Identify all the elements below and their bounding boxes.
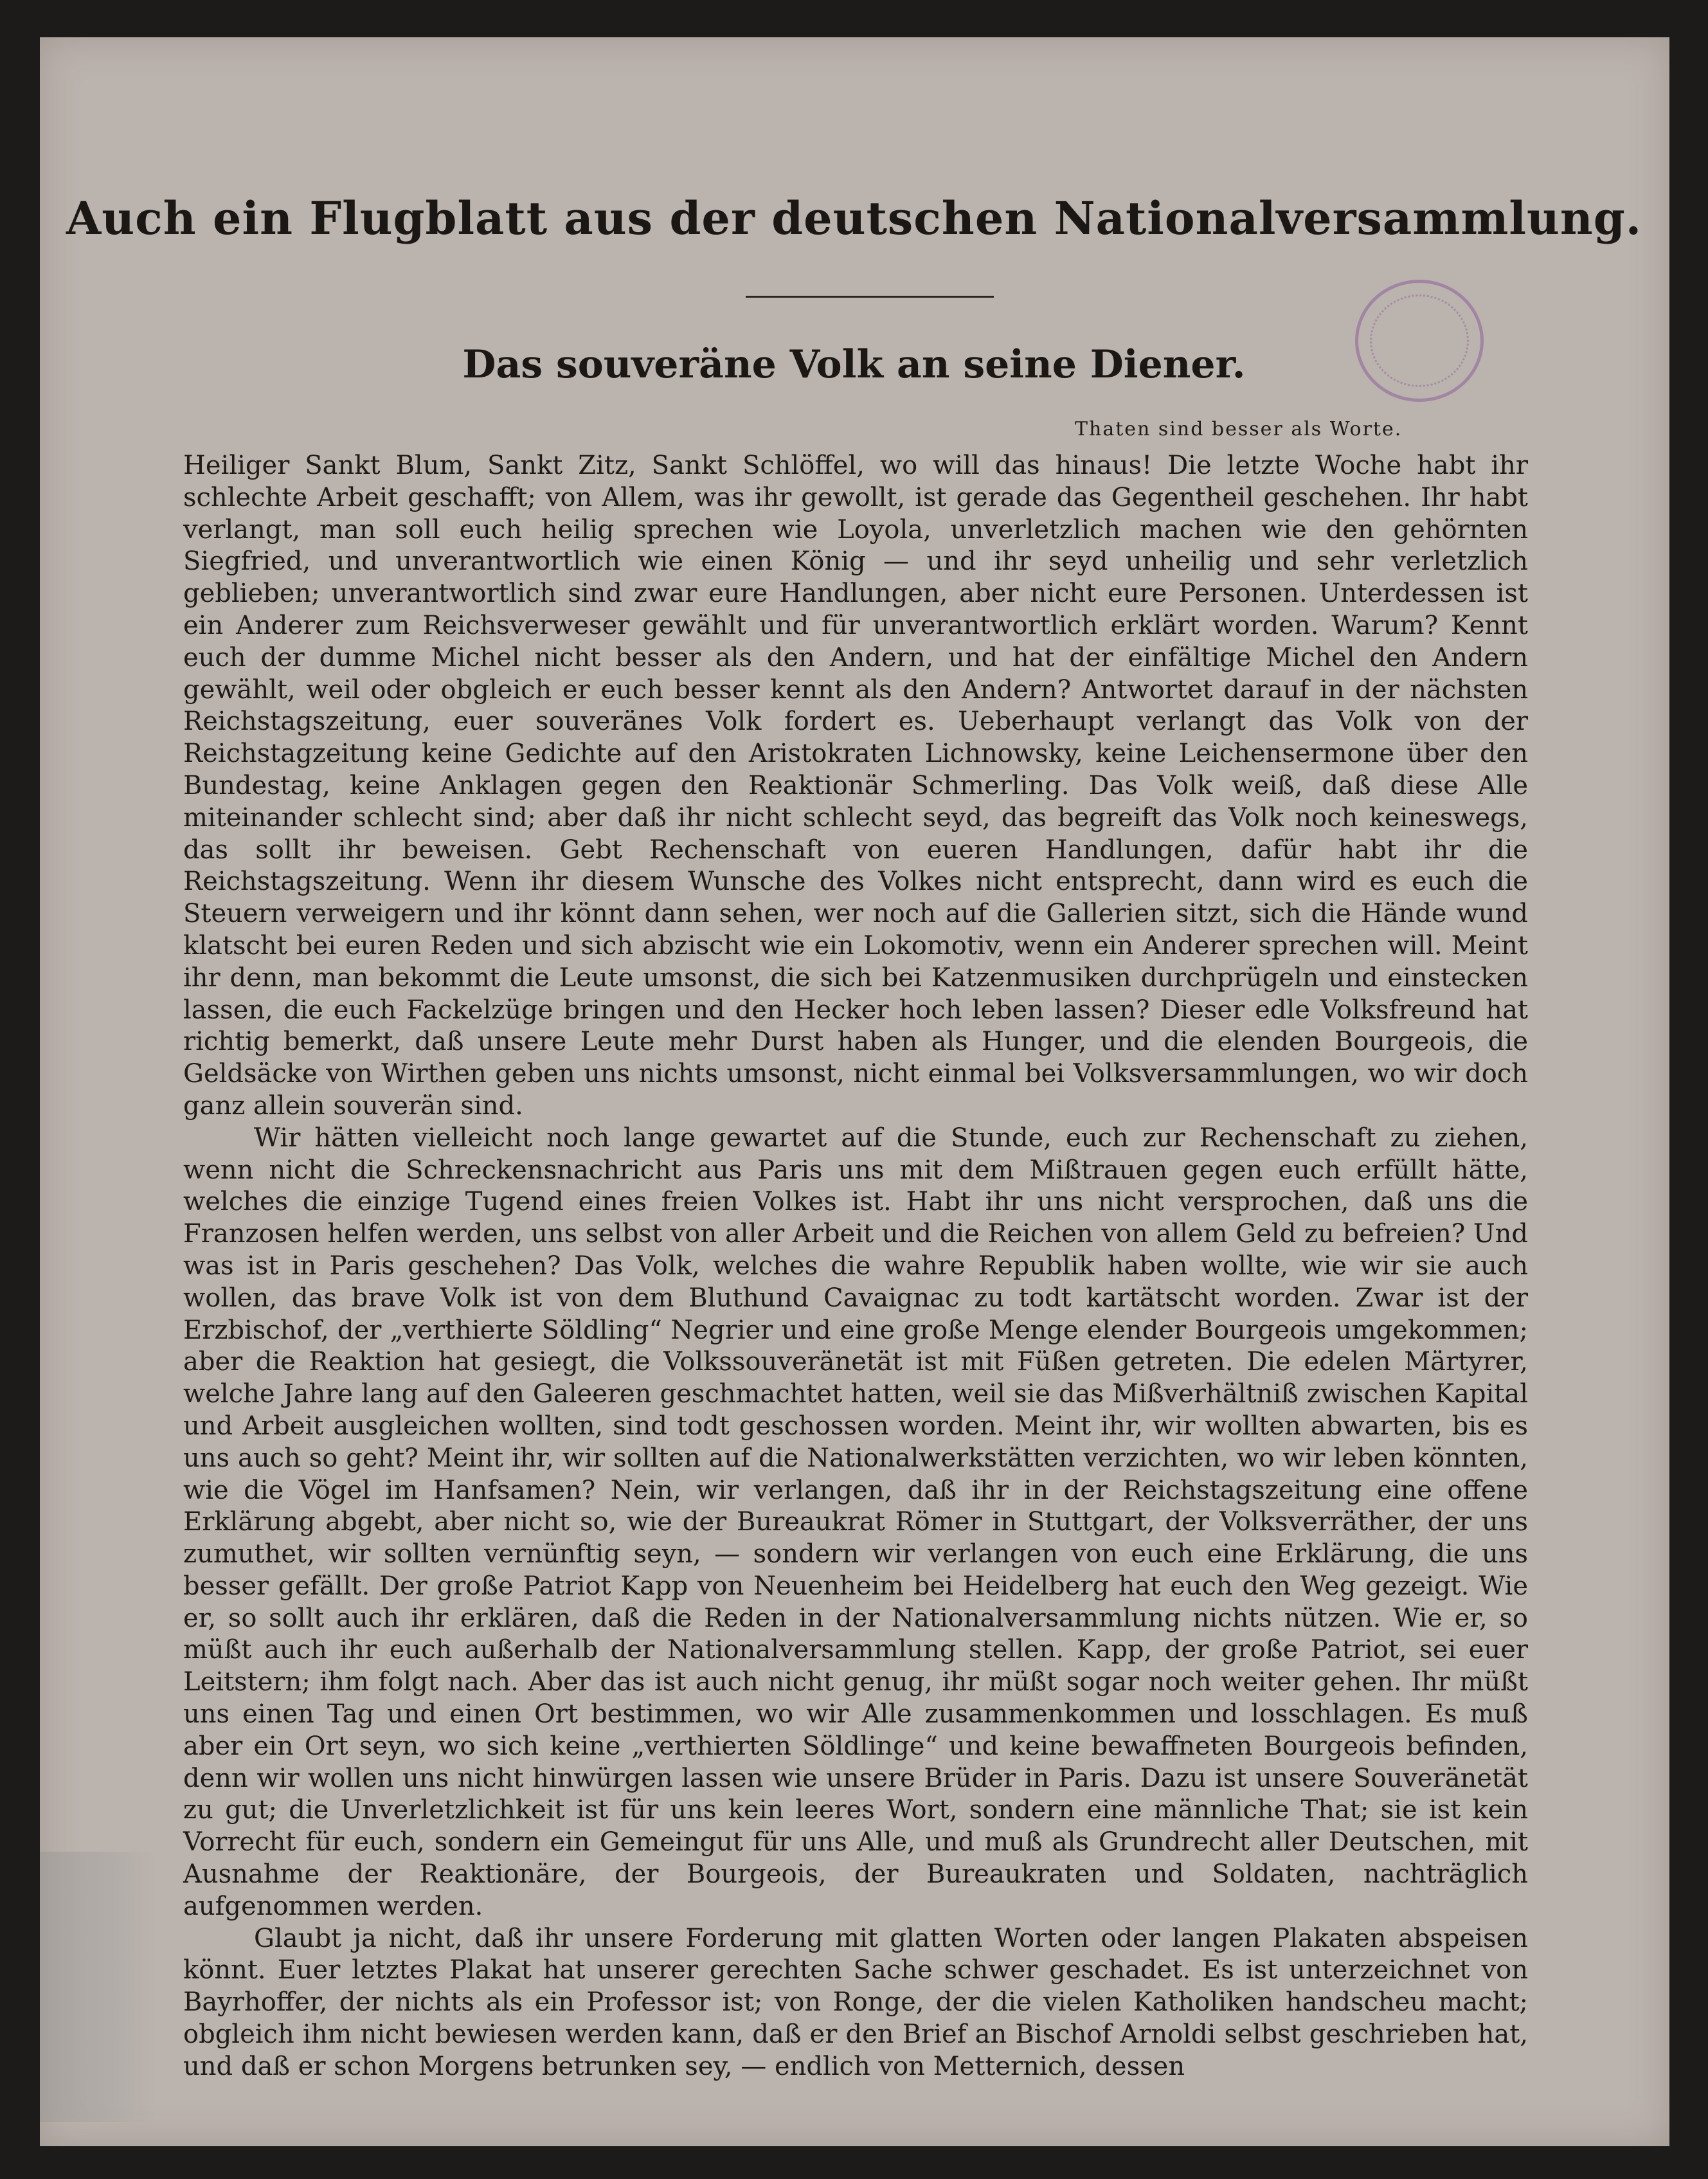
library-stamp-icon bbox=[1355, 280, 1484, 402]
body-text bbox=[183, 450, 1528, 2083]
paragraph-2: Wir hätten vielleicht noch lange gewartet auf die Stunde, euch zur Rechenschaft zu ziehen, wenn nicht die Schreckensnachricht aus Paris uns mit dem Mißtrauen gegen euch erfüllt hätte, welches die einzige Tugend eines freien Volkes ist. Habt ihr uns nicht versprochen, daß uns die Franzosen helfen werden, uns selbst von aller Arbeit und die Reichen von allem Geld zu befreien? Und was ist in Paris geschehen? Das Volk, welches die wahre Republik haben wollte, wie wir sie auch wollen, das brave Volk ist von dem Bluthund Cavaignac zu todt kartätscht worden. Zwar ist der Erzbischof, der „verthierte Söldling“ Negrier und eine große Menge elender Bourgeois umgekommen; aber die Reaktion hat gesiegt, die Volkssouveränetät ist mit Füßen getreten. Die edelen Märtyrer, welche Jahre lang auf den Galeeren geschmachtet hatten, weil sie das Mißverhältniß zwischen Kapital und Arbeit ausgleichen wollten, sind todt geschossen worden. Meint ihr, wir wollten abwarten, bis es uns auch so geht? Meint ihr, wir sollten auf die Nationalwerkstätten verzichten, wo wir leben könnten, wie die Vögel im Hanfsamen? Nein, wir verlangen, daß ihr in der Reichstagszeitung eine offene Erklärung abgebt, aber nicht so, wie der Bureaukrat Römer in Stuttgart, der Volksverräther, der uns zumuthet, wir sollten vernünftig seyn, — sondern wir verlangen von euch eine Erklärung, die uns besser gefällt. Der große Patriot Kapp von Neuenheim bei Heidelberg hat euch den Weg gezeigt. Wie er, so sollt auch ihr erklären, daß die Reden in der Nationalversammlung nichts nützen. Wie er, so müßt auch ihr euch außerhalb der Nationalversammlung stellen. Kapp, der große Patriot, sei euer Leitstern; ihm folgt nach. Aber das ist auch nicht genug, ihr müßt sogar noch weiter gehen. Ihr müßt uns einen Tag und einen Ort bestimmen, wo wir Alle zusammenkommen und losschlagen. Es muß aber ein Ort seyn, wo sich keine „verthierten Söldlinge“ und keine bewaffneten Bourgeois befinden, denn wir wollen uns nicht hinwürgen lassen wie unsere Brüder in Paris. Dazu ist unsere Souveränetät zu gut; die Unverletzlichkeit ist für uns kein leeres Wort, sondern eine männliche That; sie ist kein Vorrecht für euch, sondern ein Gemeingut für uns Alle, und muß als Grundrecht aller Deutschen, mit Ausnahme der Reaktionäre, der Bourgeois, der Bureaukraten und Soldaten, nachträglich aufgenommen werden. bbox=[183, 1123, 1528, 1921]
title-divider bbox=[746, 296, 994, 298]
document-subtitle: Das souveräne Volk an seine Diener. bbox=[462, 342, 1246, 387]
paragraph-3: Glaubt ja nicht, daß ihr unsere Forderung mit glatten Worten oder langen Plakaten abspeisen könnt. Euer letztes Plakat hat unserer gerechten Sache schwer geschadet. Es ist unterzeichnet von Bayrhoffer, der nichts als ein Professor ist; von Ronge, der die vielen Katholiken handscheu macht; obgleich ihm nicht bewiesen werden kann, daß er den Brief an Bischof Arnoldi selbst geschrieben hat, und daß er schon Morgens betrunken sey, — endlich von Metternich, dessen bbox=[183, 1923, 1528, 2081]
paper-stain bbox=[40, 1852, 156, 2122]
paragraph-1: Heiliger Sankt Blum, Sankt Zitz, Sankt Schlöffel, wo will das hinaus! Die letzte Woche habt ihr schlechte Arbeit geschafft; von Allem, was ihr gewollt, ist gerade das Gegentheil geschehen. Ihr habt verlangt, man soll euch heilig sprechen wie Loyola, unverletzlich machen wie den gehörnten Siegfried, und unverantwortlich wie einen König — und ihr seyd unheilig und sehr verletzlich geblieben; unverantwortlich sind zwar eure Handlungen, aber nicht eure Personen. Unterdessen ist ein Anderer zum Reichsverweser gewählt und für unverantwortlich erklärt worden. Warum? Kennt euch der dumme Michel nicht besser als den Andern, und hat der einfältige Michel den Andern gewählt, weil oder obgleich er euch besser kennt als den Andern? Antwortet darauf in der nächsten Reichstagszeitung, euer souveränes Volk fordert es. Ueberhaupt verlangt das Volk von der Reichstagzeitung keine Gedichte auf den Aristokraten Lichnowsky, keine Leichensermone über den Bundestag, keine Anklagen gegen den Reaktionär Schmerling. Das Volk weiß, daß diese Alle miteinander schlecht sind; aber daß ihr nicht schlecht seyd, das begreift das Volk noch keineswegs, das sollt ihr beweisen. Gebt Rechenschaft von eueren Handlungen, dafür habt ihr die Reichstagszeitung. Wenn ihr diesem Wunsche des Volkes nicht entsprecht, dann wird es euch die Steuern verweigern und ihr könnt dann sehen, wer noch auf die Gallerien sitzt, sich die Hände wund klatscht bei euren Reden und sich abzischt wie ein Lokomotiv, wenn ein Anderer sprechen will. Meint ihr denn, man bekommt die Leute umsonst, die sich bei Katzenmusiken durchprügeln und einstecken lassen, die euch Fackelzüge bringen und den Hecker hoch leben lassen? Dieser edle Volksfreund hat richtig bemerkt, daß unsere Leute mehr Durst haben als Hunger, und die elenden Bourgeois, die Geldsäcke von Wirthen geben uns nichts umsonst, nicht einmal bei Volksversammlungen, wo wir doch ganz allein souverän sind. bbox=[183, 451, 1528, 1121]
document-title: Auch ein Flugblatt aus der deutschen Nationalversammlung. bbox=[66, 192, 1642, 245]
motto: Thaten sind besser als Worte. bbox=[1075, 418, 1403, 440]
